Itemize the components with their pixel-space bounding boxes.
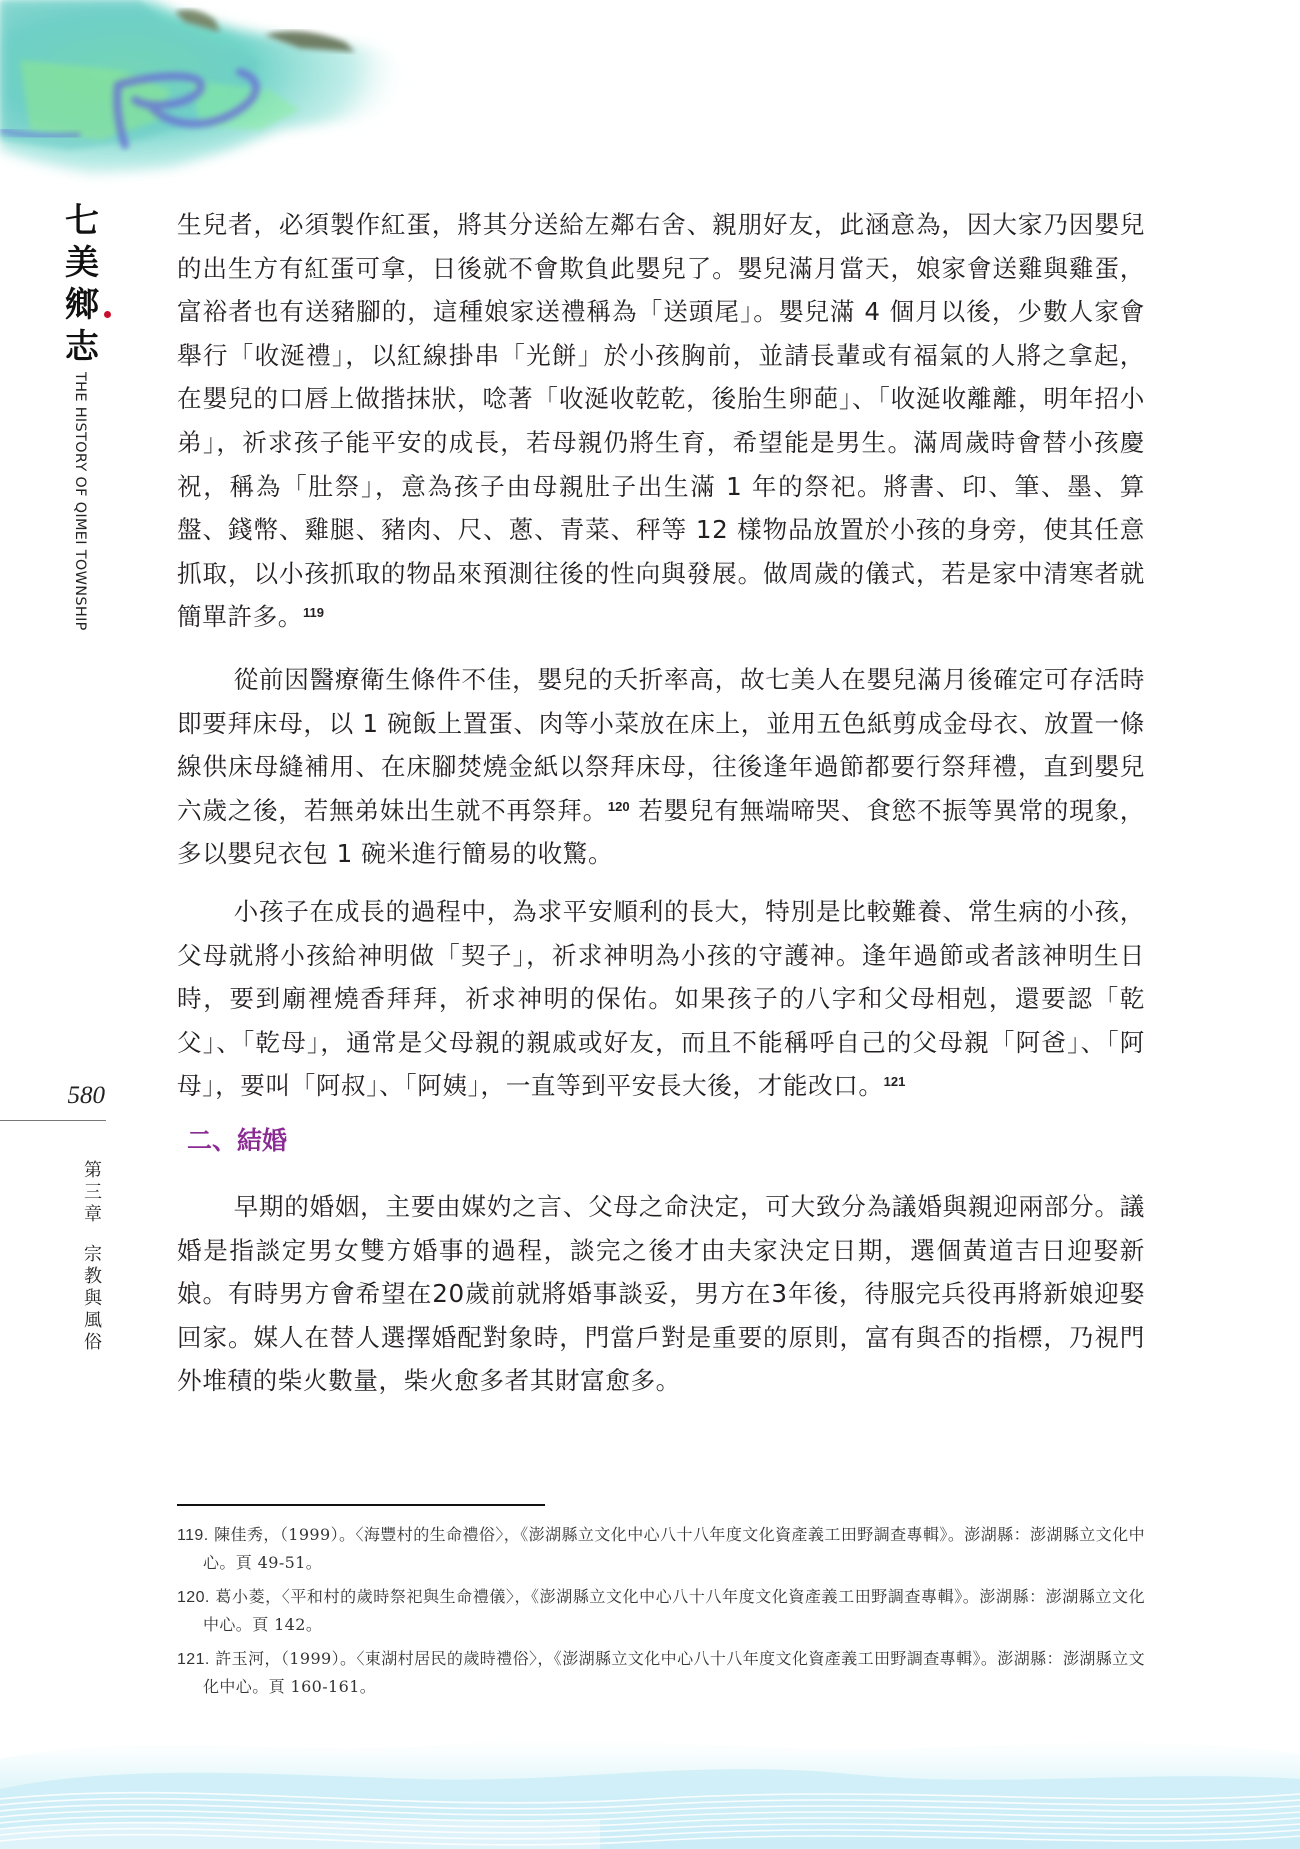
paragraph-4 xyxy=(177,1185,1145,1403)
paragraph-3 xyxy=(177,890,1145,1108)
footnote-ref[interactable]: 121 xyxy=(883,1074,906,1090)
chapter-title-char: 風 xyxy=(84,1310,102,1331)
footnote-ref[interactable]: 119 xyxy=(302,605,324,621)
book-title-char: 志 xyxy=(65,327,99,367)
chapter-title-char: 與 xyxy=(84,1288,102,1309)
paragraph-text: 生兒者，必須製作紅蛋，將其分送給左鄰右舍、親朋好友，此涵意為，因大家乃因嬰兒的出生方有紅蛋可拿，日後就不會欺負此嬰兒了。嬰兒滿月當天，娘家會送雞與雞蛋，富裕者也有送豬腳的，這種娘家送禮稱為「送頭尾」。嬰兒滿 4 個月以後，少數人家會舉行「收涎禮」，以紅線掛串「光餅」於小孩胸前，並請長輩或有福氣的人將之拿起，在嬰兒的口唇上做揩抹狀，唸著「收涎收乾乾，後胎生卵葩」、「收涎收離離，明年招小弟」，祈求孩子能平安的成長，若母親仍將生育，希望能是男生。滿周歲時會替小孩慶祝，稱為「肚祭」，意為孩子由母親肚子出生滿 1 年的祭祀。將書、印、筆、墨、算盤、錢幣、雞腿、豬肉、尺、蔥、青菜、秤等 12 樣物品放置於小孩的身旁，使其任意抓取，以小孩抓取的物品來預測往後的性向與發展。做周歲的儀式，若是家中清寒者就簡單許多。 xyxy=(177,210,1145,632)
paragraph-text: 早期的婚姻，主要由媒妁之言、父母之命決定，可大致分為議婚與親迎兩部分。議婚是指談定男女雙方婚事的過程，談完之後才由夫家決定日期，選個黃道吉日迎娶新娘。有時男方會希望在20歲前就將婚事談妥，男方在3年後，待服完兵役再將新娘迎娶回家。媒人在替人選擇婚配對象時，門當戶對是重要的原則，富有與否的指標，乃視門外堆積的柴火數量，柴火愈多者其財富愈多。 xyxy=(177,1192,1145,1396)
footnote-item xyxy=(177,1521,1145,1576)
footnote-text: 陳佳秀，（1999）。〈海豐村的生命禮俗〉，《澎湖縣立文化中心八十八年度文化資產義工田野調查專輯》。澎湖縣：澎湖縣立文化中心。頁 49-51。 xyxy=(203,1525,1145,1572)
footnote-ref[interactable]: 120 xyxy=(607,798,630,814)
paragraph-text: 從前因醫療衛生條件不佳，嬰兒的夭折率高，故七美人在嬰兒滿月後確定可存活時即要拜床母，以 1 碗飯上置蛋、肉等小菜放在床上，並用五色紙剪成金母衣、放置一條線供床母縫補用、在床腳焚燒金紙以祭拜床母，往後逢年過節都要行祭拜禮，直到嬰兒六歲之後，若無弟妹出生就不再祭拜。 xyxy=(177,665,1145,825)
footnote-text: 葛小菱，〈平和村的歲時祭祀與生命禮儀〉，《澎湖縣立文化中心八十八年度文化資產義工田野調查專輯》。澎湖縣：澎湖縣立文化中心。頁 142。 xyxy=(203,1587,1145,1634)
book-title-char: 美 xyxy=(65,243,99,283)
section-heading: 二、結婚 xyxy=(187,1126,288,1155)
paragraph-text: 若嬰兒有無端啼哭、食慾不振等異常的現象，多以嬰兒衣包 1 碗米進行簡易的收驚。 xyxy=(177,795,1146,869)
footnote-divider xyxy=(177,1504,545,1506)
red-seal-dot xyxy=(104,311,111,318)
decorative-waves xyxy=(0,1719,1300,1849)
footnotes xyxy=(177,1521,1145,1707)
decorative-painting xyxy=(0,0,460,200)
chapter-title-char: 教 xyxy=(84,1266,102,1287)
book-title-english: THE HISTORY OF QIMEI TOWNSHIP xyxy=(72,372,88,631)
chapter-label xyxy=(78,1160,108,1354)
chapter-title-char: 宗 xyxy=(84,1244,102,1265)
footnote-number: 121. xyxy=(177,1651,210,1668)
chapter-char: 第 xyxy=(84,1160,102,1181)
footnote-text: 許玉河，（1999）。〈東湖村居民的歲時禮俗〉，《澎湖縣立文化中心八十八年度文化資產義工田野調查專輯》。澎湖縣：澎湖縣立文化中心。頁 160-161。 xyxy=(203,1649,1145,1696)
book-title-char: 七 xyxy=(65,201,99,241)
book-title-calligraphy xyxy=(62,200,112,368)
chapter-title-char: 俗 xyxy=(84,1332,102,1353)
paragraph-1 xyxy=(177,203,1145,639)
paragraph-text: 小孩子在成長的過程中，為求平安順利的長大，特別是比較難養、常生病的小孩，父母就將小孩給神明做「契子」，祈求神明為小孩的守護神。逢年過節或者該神明生日時，要到廟裡燒香拜拜，祈求神明的保佑。如果孩子的八字和父母相剋，還要認「乾父」、「乾母」，通常是父母親的親戚或好友，而且不能稱呼自己的父母親「阿爸」、「阿母」，要叫「阿叔」、「阿姨」，一直等到平安長大後，才能改口。 xyxy=(177,897,1145,1101)
footnote-number: 119. xyxy=(177,1527,209,1544)
paragraph-2 xyxy=(177,658,1145,876)
footnote-item xyxy=(177,1583,1145,1638)
footnote-number: 120. xyxy=(177,1589,210,1606)
chapter-char: 章 xyxy=(84,1204,102,1225)
page-number: 580 xyxy=(67,1082,105,1109)
page-number-rule xyxy=(0,1120,106,1121)
chapter-char: 三 xyxy=(84,1182,102,1203)
book-title-char: 鄉 xyxy=(65,285,99,325)
footnote-item xyxy=(177,1645,1145,1700)
